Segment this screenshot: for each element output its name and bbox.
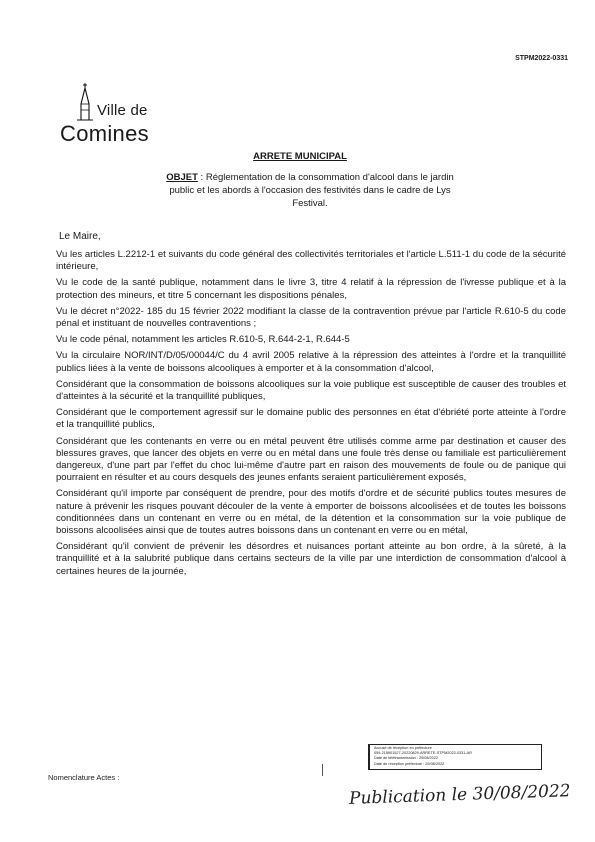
stamp-line: Accusé de réception en préfecture: [374, 746, 432, 750]
document-title: ARRETE MUNICIPAL: [253, 151, 347, 162]
document-reference: STPM2022-0331: [515, 55, 568, 62]
city-logo: [60, 82, 170, 144]
salutation: Le Maire,: [59, 231, 101, 242]
handwritten-text: Publication le 30/08/2022: [348, 781, 571, 809]
objet-block: [155, 171, 465, 210]
paragraph-considerant-mesures: Considérant qu'il importe par conséquent de prendre, pour des motifs d'ordre et de sécurité publics toutes mesures de nature à prévenir les risques pouvant découler de la vente à emporter de boissons alcoolisées et de toutes les boissons conditionnées dans un contenant en verre ou en métal, de la détention et la consommation sur la voie publique de boissons alcoolisées ainsi que de toutes autres boissons dans un contenant en verre ou en métal,: [56, 488, 566, 537]
paragraph-vu-code-penal: Vu le code pénal, notamment les articles R.610-5, R.644-2-1, R.644-5: [56, 334, 350, 346]
body-paragraphs: [56, 249, 566, 582]
prefecture-receipt-stamp: [368, 744, 542, 770]
paragraph-vu-cgct: Vu les articles L.2212-1 et suivants du code général des collectivités territoriales et l'article L.511-1 du code de la sécurité intérieure,: [56, 249, 566, 273]
paragraph-considerant-contenants: Considérant que les contenants en verre ou en métal peuvent être utilisés comme arme par destination et causer des blessures graves, que lancer des objets en verre ou en métal dans une foule très dense ou familiale est particulièrement dangereux, d'une part par l'effet du choc lui-même d'autre part en raison des mouvements de foule ou de panique qui pourraient en résulter et au cours desquels des jeunes enfants seraient particulièrement exposés,: [56, 435, 566, 484]
paragraph-considerant-comportement: Considérant que le comportement agressif sur le domaine public des personnes en état d'ébriété porte atteinte à l'ordre et la tranquillité publics,: [56, 407, 566, 431]
paragraph-vu-sante: Vu le code de la santé publique, notamment dans le livre 3, titre 4 relatif à la répression de l'ivresse publique et à la protection des mineurs, et titre 5 concernant les dispositions pénales,: [56, 277, 566, 301]
logo-comines-text: Comines: [60, 121, 149, 146]
objet-text: : Réglementation de la consommation d'alcool dans le jardin public et les abords à l'occasion des festivités dans le cadre de Lys Festival.: [169, 172, 454, 209]
paragraph-considerant-consommation: Considérant que la consommation de boissons alcooliques sur la voie publique est susceptible de causer des troubles et d'atteintes à la sécurité et la tranquillité publiques,: [56, 378, 566, 403]
paragraph-vu-circulaire: Vu la circulaire NOR/INT/D/05/00044/C du 4 avril 2005 relative à la répression des atteintes à l'ordre et la tranquillité publics liées à la vente de boissons alcooliques à emporter et à la consommation d'alcool,: [56, 350, 566, 374]
objet-label: OBJET: [166, 172, 198, 183]
stamp-line: Date de réception préfecture : 29/08/2022: [374, 761, 445, 766]
paragraph-vu-decret: Vu le décret n°2022- 185 du 15 février 2022 modifiant la classe de la contravention prévue par l'article R.610-5 du code pénal et instituant de nouvelles contraventions ;: [56, 305, 566, 330]
handwritten-publication-note: [345, 772, 575, 816]
stamp-line: 059-215901527-20220829-ARRETE-STPM2022-0331-AR: [374, 751, 472, 756]
logo-ville-text: Ville de: [97, 102, 148, 119]
divider: [322, 764, 323, 776]
paragraph-considerant-desordres: Considérant qu'il convient de prévenir les désordres et nuisances portant atteinte au bon ordre, à la sûreté, à la tranquillité et à la salubrité publique dans certains secteurs de la ville par une interdiction de consommation d'alcool à certaines heures de la journée,: [56, 541, 566, 577]
church-tower-icon: [72, 82, 98, 122]
stamp-line: Date de télétransmission : 29/08/2022: [374, 756, 438, 761]
nomenclature-label: Nomenclature Actes :: [48, 773, 120, 782]
